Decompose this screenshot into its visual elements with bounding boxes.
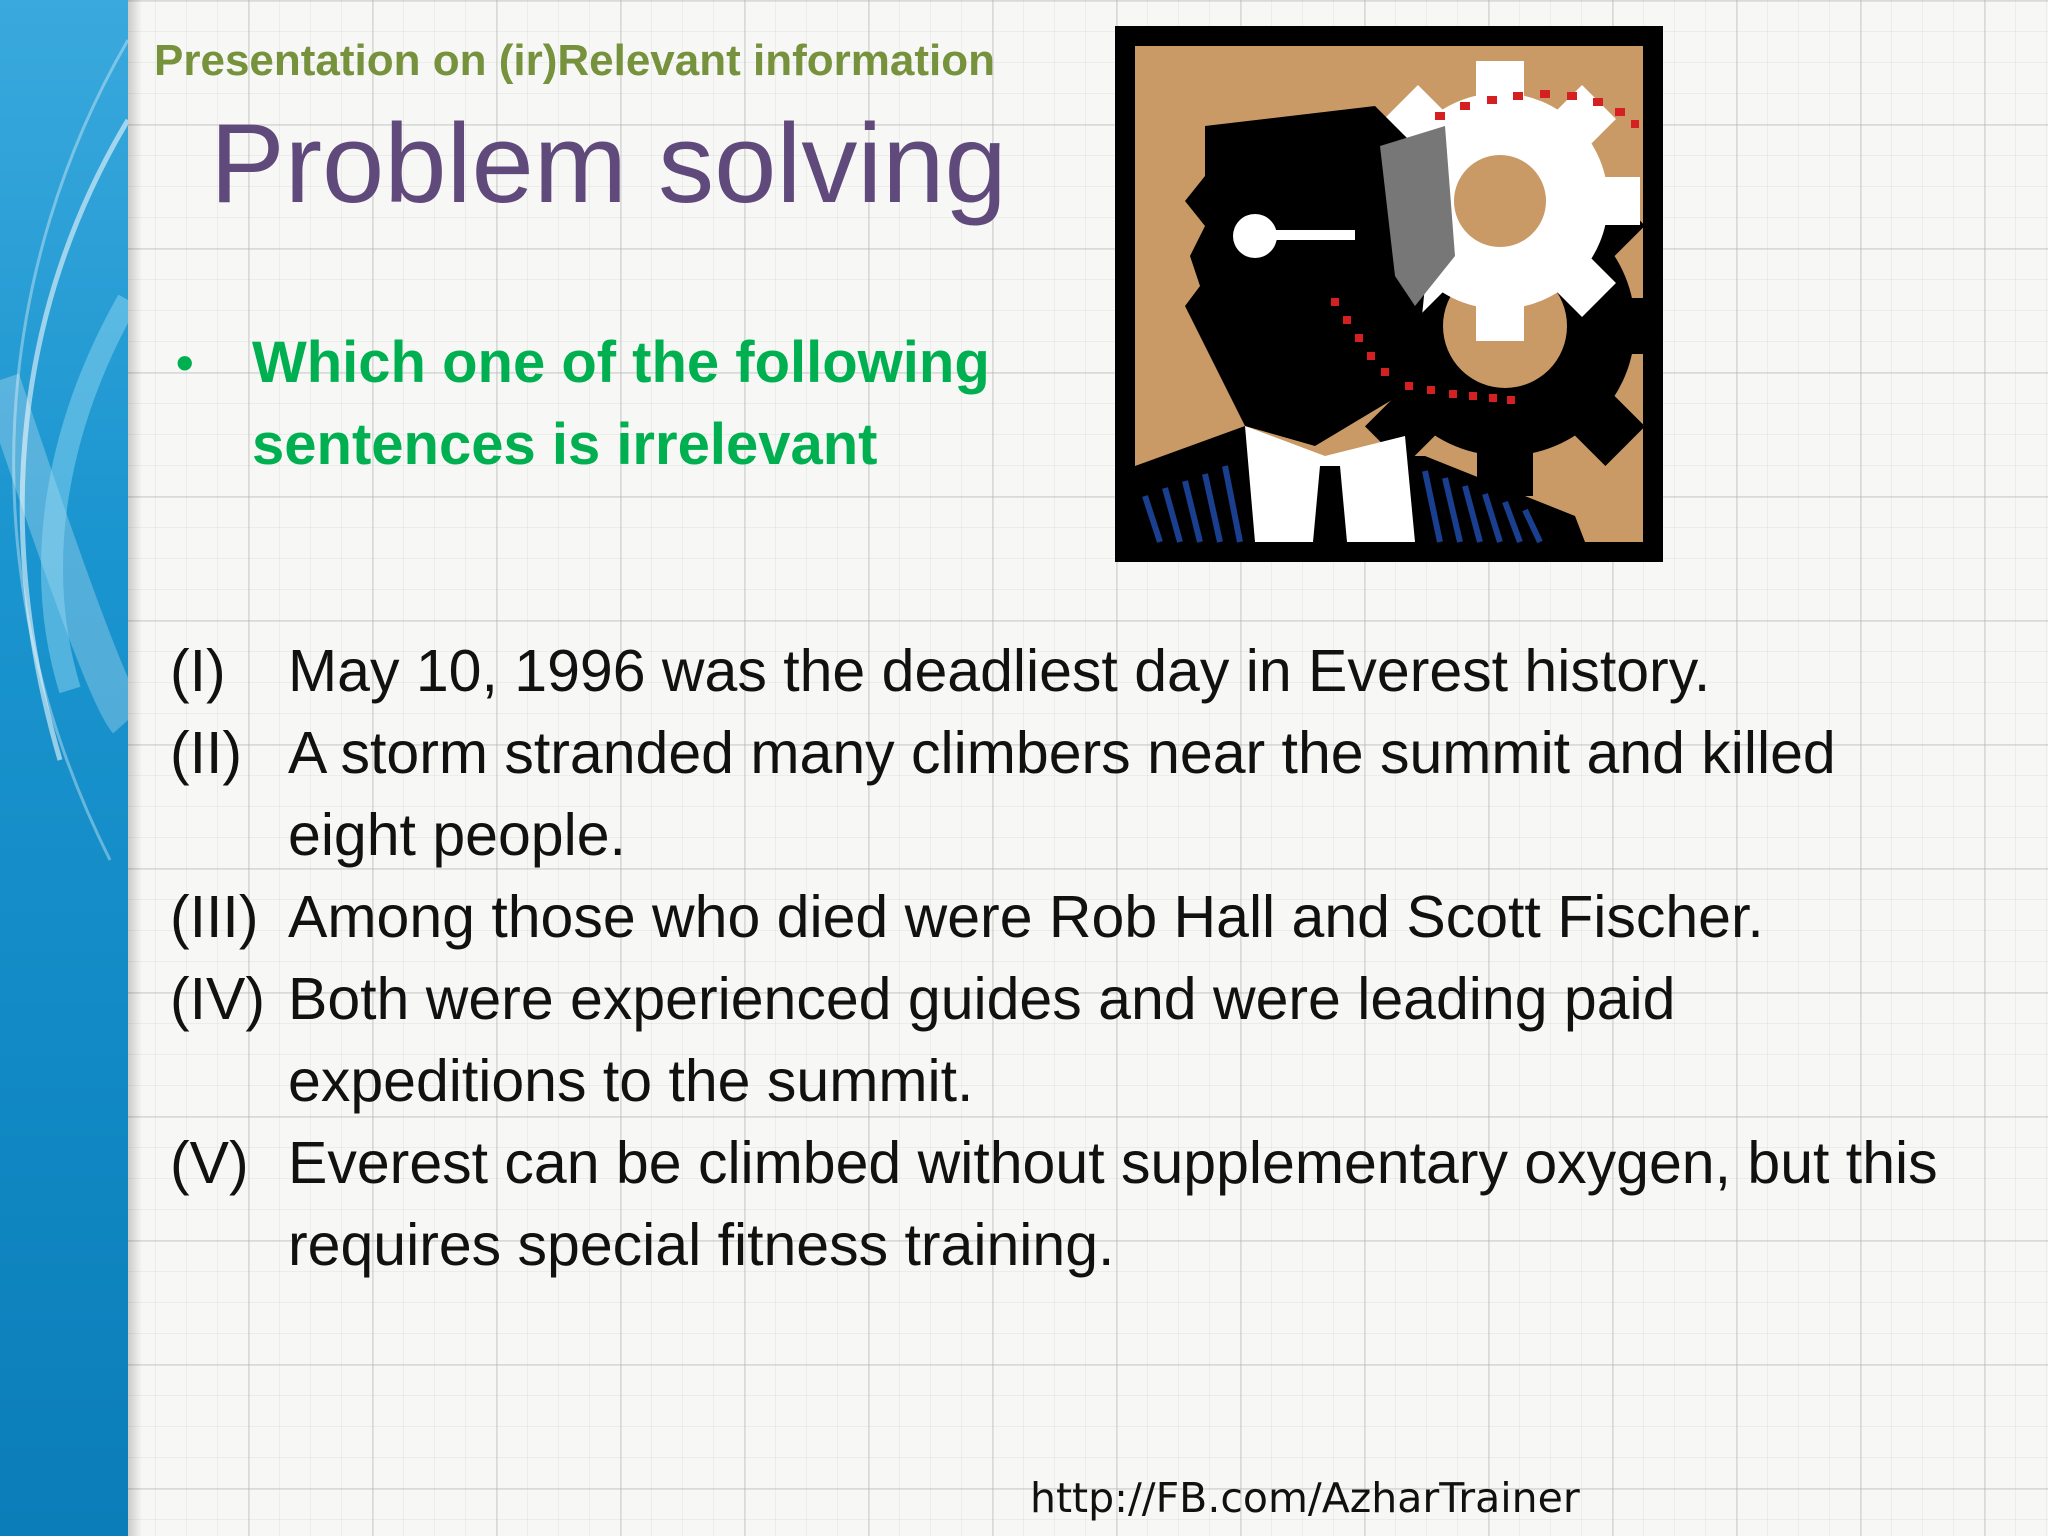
sentence-text: Both were experienced guides and were leading paid expeditions to the summit. — [288, 966, 1676, 1114]
sentence-text: May 10, 1996 was the deadliest day in Everest history. — [288, 638, 1711, 704]
sentence-text: Among those who died were Rob Hall and Scott Fischer. — [288, 884, 1764, 950]
sentence-number: (V) — [170, 1130, 249, 1196]
sentence-list — [170, 630, 1970, 1286]
list-item — [170, 712, 1970, 876]
list-item — [170, 1122, 1970, 1286]
decorative-sidebar — [0, 0, 128, 1536]
sentence-number: (I) — [170, 638, 226, 704]
sidebar-swoosh-icon — [0, 0, 128, 1536]
slide-title: Problem solving — [210, 101, 1007, 226]
footer-url: http://FB.com/AzharTrainer — [1030, 1474, 1580, 1522]
sidebar-shadow — [128, 0, 142, 1536]
thinking-person-gears-icon — [1115, 26, 1663, 562]
sentence-number: (II) — [170, 720, 243, 786]
list-item — [170, 630, 1970, 712]
sentence-text: Everest can be climbed without supplementary oxygen, but this requires special fitness training. — [288, 1130, 1938, 1278]
list-item — [170, 958, 1970, 1122]
sentence-number: (IV) — [170, 966, 266, 1032]
sentence-text: A storm stranded many climbers near the summit and killed eight people. — [288, 720, 1836, 868]
sentence-number: (III) — [170, 884, 259, 950]
list-item — [170, 876, 1970, 958]
bullet-icon: • — [176, 335, 194, 391]
question-text: Which one of the following sentences is irrelevant — [252, 330, 990, 477]
presentation-subtitle: Presentation on (ir)Relevant information — [154, 36, 995, 85]
